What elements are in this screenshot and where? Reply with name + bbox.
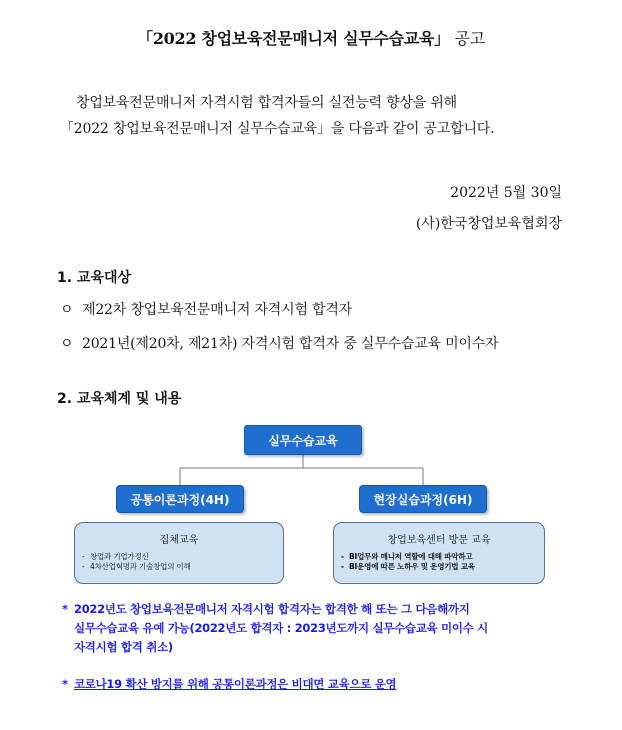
covid-note	[62, 675, 572, 694]
deferral-note	[62, 600, 572, 657]
section-2-title: 2. 교육체계 및 내용	[57, 391, 182, 407]
note-2-text: 코로나19 확산 방지를 위해 공통이론과정은 비대면 교육으로 운영	[74, 677, 397, 691]
bullet-mark: ㅇ	[60, 336, 74, 352]
list-item: - 창업과 기업가정신	[82, 552, 149, 561]
note-1-line-2: 실무수습교육 유예 가능(2022년도 합격자 : 2023년도까지 실무수습교육 미이수 시	[74, 621, 488, 635]
section-1-item-text: 제22차 창업보육전문매니저 자격시험 합격자	[82, 302, 352, 318]
issuer-name: (사)한국창업보육협회장	[415, 216, 562, 232]
theory-card-list	[75, 552, 283, 572]
practicum-course-box: 현장실습과정(6H)	[359, 485, 487, 513]
intro-line-1: 창업보육전문매니저 자격시험 합격자들의 실전능력 향상을 위해	[76, 95, 457, 111]
document-title	[0, 26, 622, 49]
note-1-line-1: 2022년도 창업보육전문매니저 자격시험 합격자는 합격한 해 또는 그 다음해까지	[74, 602, 470, 616]
bullet-mark: ㅇ	[60, 302, 74, 318]
section-1-item	[60, 299, 352, 319]
announcement-date: 2022년 5월 30일	[450, 185, 562, 201]
diagram-root-box: 실무수습교육	[244, 425, 362, 455]
note-star: *	[62, 677, 68, 691]
title-bracket-close: 」	[434, 29, 450, 48]
practicum-card-list	[334, 552, 544, 572]
title-suffix: 공고	[454, 29, 485, 48]
list-item: - 4차산업혁명과 기술창업의 이해	[82, 562, 191, 571]
section-1-title: 1. 교육대상	[57, 270, 132, 286]
section-1-item	[60, 333, 498, 353]
theory-course-card	[74, 522, 284, 584]
list-item: - BI운영에 따른 노하우 및 운영기법 교육	[341, 562, 475, 571]
section-1-item-text: 2021년(제20차, 제21차) 자격시험 합격자 중 실무수습교육 미이수자	[82, 336, 499, 352]
note-star: *	[62, 602, 68, 616]
practicum-card-title: 창업보육센터 방문 교육	[387, 535, 491, 546]
title-main: 2022 창업보육전문매니저 실무수습교육	[152, 29, 435, 48]
list-item: - BI업무와 매니저 역할에 대해 파악하고	[341, 552, 473, 561]
note-1-line-3: 자격시험 합격 취소)	[74, 640, 173, 654]
theory-course-box: 공통이론과정(4H)	[116, 485, 244, 513]
theory-card-title: 집체교육	[159, 535, 199, 546]
intro-line-2: 「2022 창업보육전문매니저 실무수습교육」을 다음과 같이 공고합니다.	[60, 121, 495, 137]
title-bracket-open: 「	[137, 29, 153, 48]
practicum-course-card	[333, 522, 545, 584]
